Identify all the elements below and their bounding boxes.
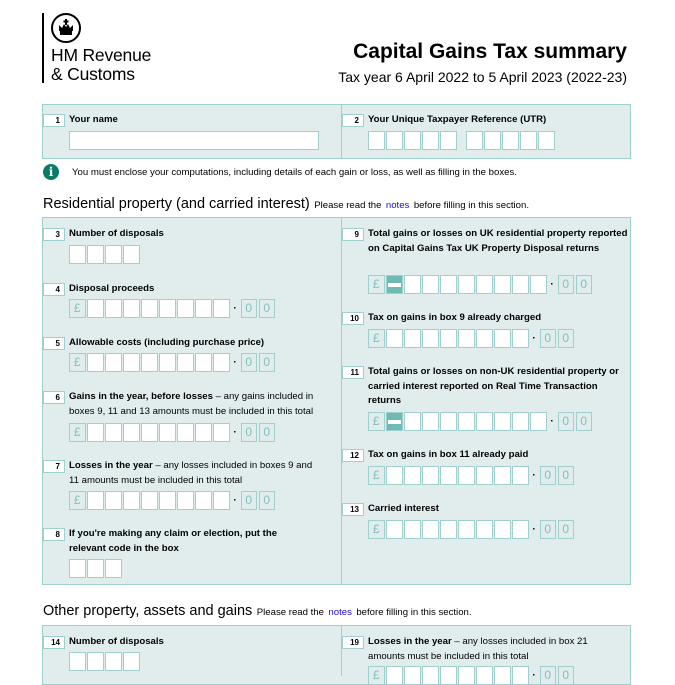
- tax-charged-box9-input[interactable]: [368, 329, 576, 348]
- other-section-heading: Other property, assets and gains Please read the notes before filling in this section.: [43, 603, 472, 619]
- decimal-point: ·: [550, 278, 554, 290]
- digit-cell[interactable]: [530, 275, 547, 294]
- digit-cell[interactable]: [440, 275, 457, 294]
- pence-cell: 0: [259, 353, 276, 372]
- box12-label: Tax on gains in box 11 already paid: [368, 449, 529, 460]
- box3-label: Number of disposals: [69, 228, 164, 239]
- digit-cell[interactable]: [123, 353, 140, 372]
- box-number-9: 9: [342, 228, 364, 241]
- digit-cell[interactable]: [213, 353, 230, 372]
- digit-cell[interactable]: [458, 275, 475, 294]
- box-number-4: 4: [43, 283, 65, 296]
- digit-cell[interactable]: [476, 466, 493, 485]
- pence-cell: 0: [259, 299, 276, 318]
- utr-cell[interactable]: [440, 131, 457, 150]
- pence-cell: 0: [558, 520, 575, 539]
- box-number-19: 19: [342, 636, 364, 649]
- box6-label: Gains in the year, before losses – any gains included in boxes 9, 11 and 13 amounts must be included in this total: [69, 391, 314, 417]
- pound-sign: £: [368, 466, 385, 485]
- box5-label: Allowable costs (including purchase price): [69, 337, 265, 348]
- digit-cell[interactable]: [195, 299, 212, 318]
- box19-label: Losses in the year – any losses included in box 21 amounts must be included in this total: [368, 636, 588, 662]
- minus-sign-box[interactable]: [386, 275, 403, 294]
- decimal-point: ·: [233, 426, 237, 438]
- divider: [341, 218, 342, 584]
- digit-cell[interactable]: [422, 520, 439, 539]
- decimal-point: ·: [233, 494, 237, 506]
- carried-interest-input[interactable]: [368, 520, 576, 539]
- box13-label: Carried interest: [368, 503, 439, 514]
- pence-cell: 0: [558, 666, 575, 685]
- digit-cell[interactable]: [476, 275, 493, 294]
- digit-cell[interactable]: [141, 491, 158, 510]
- other-losses-input[interactable]: [368, 666, 576, 685]
- digit-cell[interactable]: [195, 423, 212, 442]
- digit-cell[interactable]: [422, 412, 439, 431]
- digit-cell[interactable]: [386, 466, 403, 485]
- decimal-point: ·: [550, 415, 554, 427]
- utr-cell[interactable]: [466, 131, 483, 150]
- pound-sign: £: [69, 299, 86, 318]
- digit-cell[interactable]: [386, 329, 403, 348]
- digit-cell[interactable]: [87, 299, 104, 318]
- box-number-13: 13: [342, 503, 364, 516]
- digit-cell[interactable]: [440, 412, 457, 431]
- digit-cell[interactable]: [512, 412, 529, 431]
- digit-cell[interactable]: [141, 423, 158, 442]
- pound-sign: £: [69, 491, 86, 510]
- info-notice: [43, 164, 517, 180]
- digit-cell[interactable]: [422, 275, 439, 294]
- digit-cell[interactable]: [512, 666, 529, 685]
- notes-link[interactable]: notes: [328, 607, 352, 618]
- digit-cell[interactable]: [512, 275, 529, 294]
- digit-cell[interactable]: [458, 666, 475, 685]
- box-number-6: 6: [43, 391, 65, 404]
- box1-label: Your name: [69, 114, 118, 125]
- digit-cell[interactable]: [87, 491, 104, 510]
- digit-cell[interactable]: [422, 466, 439, 485]
- number-of-disposals-input[interactable]: [69, 245, 141, 264]
- box-number-11: 11: [342, 366, 364, 379]
- box-number-14: 14: [43, 636, 65, 649]
- digit-cell[interactable]: [123, 491, 140, 510]
- logo-line2: & Customs: [51, 64, 135, 84]
- digit-cell[interactable]: [123, 299, 140, 318]
- digit-cell[interactable]: [494, 520, 511, 539]
- pence-cell: 0: [259, 423, 276, 442]
- pence-cell: 0: [576, 275, 593, 294]
- claim-code-input[interactable]: [69, 559, 123, 578]
- digit-cell[interactable]: [404, 466, 421, 485]
- utr-cell[interactable]: [484, 131, 501, 150]
- digit-cell[interactable]: [177, 491, 194, 510]
- box-number-8: 8: [43, 528, 65, 541]
- digit-cell[interactable]: [159, 423, 176, 442]
- digit-cell[interactable]: [440, 520, 457, 539]
- digit-cell[interactable]: [87, 353, 104, 372]
- losses-in-year-input[interactable]: [69, 491, 277, 510]
- digit-cell[interactable]: [87, 423, 104, 442]
- box-number-12: 12: [342, 449, 364, 462]
- divider: [341, 105, 342, 158]
- box-number-1: 1: [43, 114, 65, 127]
- digit-cell[interactable]: [458, 520, 475, 539]
- box-number-3: 3: [43, 228, 65, 241]
- utr-cell[interactable]: [502, 131, 519, 150]
- digit-cell[interactable]: [458, 412, 475, 431]
- digit-cell[interactable]: [213, 491, 230, 510]
- non-uk-residential-gains-input[interactable]: [368, 412, 594, 431]
- pence-cell: 0: [259, 491, 276, 510]
- pound-sign: £: [69, 353, 86, 372]
- utr-cell[interactable]: [404, 131, 421, 150]
- utr-cell[interactable]: [520, 131, 537, 150]
- other-number-of-disposals-input[interactable]: [69, 652, 141, 671]
- pound-sign: £: [368, 329, 385, 348]
- allowable-costs-input[interactable]: [69, 353, 277, 372]
- digit-cell[interactable]: [159, 491, 176, 510]
- disposal-proceeds-input[interactable]: [69, 299, 277, 318]
- digit-cell[interactable]: [105, 353, 122, 372]
- box-number-7: 7: [43, 460, 65, 473]
- utr-cell[interactable]: [368, 131, 385, 150]
- box-number-2: 2: [342, 114, 364, 127]
- pence-cell: 0: [540, 520, 557, 539]
- logo-line1: HM Revenue: [51, 45, 152, 65]
- residential-section-heading: Residential property (and carried interest) Please read the notes before filling in this section.: [43, 196, 529, 212]
- decimal-point: ·: [233, 302, 237, 314]
- pence-cell: 0: [241, 491, 258, 510]
- box4-label: Disposal proceeds: [69, 283, 155, 294]
- pound-sign: £: [69, 423, 86, 442]
- utr-cell[interactable]: [538, 131, 555, 150]
- pence-cell: 0: [576, 412, 593, 431]
- digit-cell[interactable]: [404, 666, 421, 685]
- pence-cell: 0: [558, 275, 575, 294]
- digit-cell[interactable]: [404, 520, 421, 539]
- digit-cell[interactable]: [159, 353, 176, 372]
- tax-paid-box11-input[interactable]: [368, 466, 576, 485]
- digit-cell[interactable]: [404, 275, 421, 294]
- digit-cell[interactable]: [494, 275, 511, 294]
- pence-cell: 0: [558, 412, 575, 431]
- digit-cell[interactable]: [422, 329, 439, 348]
- gains-before-losses-input[interactable]: [69, 423, 277, 442]
- decimal-point: ·: [532, 469, 536, 481]
- utr-cell[interactable]: [386, 131, 403, 150]
- digit-cell[interactable]: [458, 329, 475, 348]
- digit-cell[interactable]: [195, 353, 212, 372]
- digit-cell[interactable]: [422, 666, 439, 685]
- digit-cell[interactable]: [494, 666, 511, 685]
- utr-input[interactable]: [368, 131, 556, 150]
- pound-sign: £: [368, 520, 385, 539]
- decimal-point: ·: [233, 356, 237, 368]
- digit-cell[interactable]: [440, 466, 457, 485]
- pence-cell: 0: [241, 353, 258, 372]
- digit-cell[interactable]: [458, 466, 475, 485]
- box11-label: Total gains or losses on non-UK residential property or carried interest reported on Real Time Transaction returns: [368, 366, 619, 406]
- box9-label: Total gains or losses on UK residential property reported on Capital Gains Tax UK Property Disposal returns: [368, 228, 628, 254]
- digit-cell[interactable]: [123, 423, 140, 442]
- page-title: Capital Gains Tax summary: [353, 40, 627, 63]
- digit-cell[interactable]: [476, 329, 493, 348]
- digit-cell[interactable]: [105, 491, 122, 510]
- digit-cell[interactable]: [105, 299, 122, 318]
- divider: [341, 626, 342, 676]
- pound-sign: £: [368, 666, 385, 685]
- digit-cell[interactable]: [105, 423, 122, 442]
- digit-cell[interactable]: [386, 666, 403, 685]
- digit-cell[interactable]: [213, 423, 230, 442]
- box10-label: Tax on gains in box 9 already charged: [368, 312, 542, 323]
- tax-year: Tax year 6 April 2022 to 5 April 2023 (2022-23): [338, 69, 627, 85]
- digit-cell[interactable]: [195, 491, 212, 510]
- minus-sign-box[interactable]: [386, 412, 403, 431]
- pence-cell: 0: [558, 466, 575, 485]
- info-icon: i: [43, 164, 59, 180]
- digit-cell[interactable]: [512, 466, 529, 485]
- box14-label: Number of disposals: [69, 636, 164, 647]
- digit-cell[interactable]: [494, 412, 511, 431]
- pound-sign: £: [368, 412, 385, 431]
- pence-cell: 0: [540, 666, 557, 685]
- digit-cell[interactable]: [404, 412, 421, 431]
- digit-cell[interactable]: [476, 520, 493, 539]
- digit-cell[interactable]: [177, 353, 194, 372]
- digit-cell[interactable]: [177, 423, 194, 442]
- pence-cell: 0: [241, 299, 258, 318]
- digit-cell[interactable]: [159, 299, 176, 318]
- box-number-5: 5: [43, 337, 65, 350]
- digit-cell[interactable]: [141, 353, 158, 372]
- pound-sign: £: [368, 275, 385, 294]
- your-name-input[interactable]: [69, 131, 319, 150]
- pence-cell: 0: [558, 329, 575, 348]
- info-text: You must enclose your computations, including details of each gain or loss, as well as filling in the boxes.: [72, 166, 517, 178]
- decimal-point: ·: [532, 669, 536, 681]
- digit-cell[interactable]: [177, 299, 194, 318]
- uk-residential-gains-input[interactable]: [368, 275, 594, 294]
- hmrc-logo: [42, 13, 151, 83]
- pence-cell: 0: [540, 329, 557, 348]
- digit-cell[interactable]: [512, 520, 529, 539]
- notes-link[interactable]: notes: [385, 200, 410, 211]
- digit-cell[interactable]: [512, 329, 529, 348]
- digit-cell[interactable]: [404, 329, 421, 348]
- utr-cell[interactable]: [422, 131, 439, 150]
- digit-cell[interactable]: [494, 329, 511, 348]
- digit-cell[interactable]: [476, 666, 493, 685]
- crown-icon: [51, 13, 81, 43]
- box8-label: If you're making any claim or election, put the relevant code in the box: [69, 528, 278, 554]
- digit-cell[interactable]: [440, 666, 457, 685]
- box2-label: Your Unique Taxpayer Reference (UTR): [368, 114, 547, 125]
- digit-cell[interactable]: [213, 299, 230, 318]
- decimal-point: ·: [532, 523, 536, 535]
- digit-cell[interactable]: [530, 412, 547, 431]
- digit-cell[interactable]: [141, 299, 158, 318]
- digit-cell[interactable]: [476, 412, 493, 431]
- digit-cell[interactable]: [440, 329, 457, 348]
- pence-cell: 0: [540, 466, 557, 485]
- digit-cell[interactable]: [386, 520, 403, 539]
- decimal-point: ·: [532, 332, 536, 344]
- box-number-10: 10: [342, 312, 364, 325]
- digit-cell[interactable]: [494, 466, 511, 485]
- box7-label: Losses in the year – any losses included in boxes 9 and 11 amounts must be included in this total: [69, 460, 313, 486]
- pence-cell: 0: [241, 423, 258, 442]
